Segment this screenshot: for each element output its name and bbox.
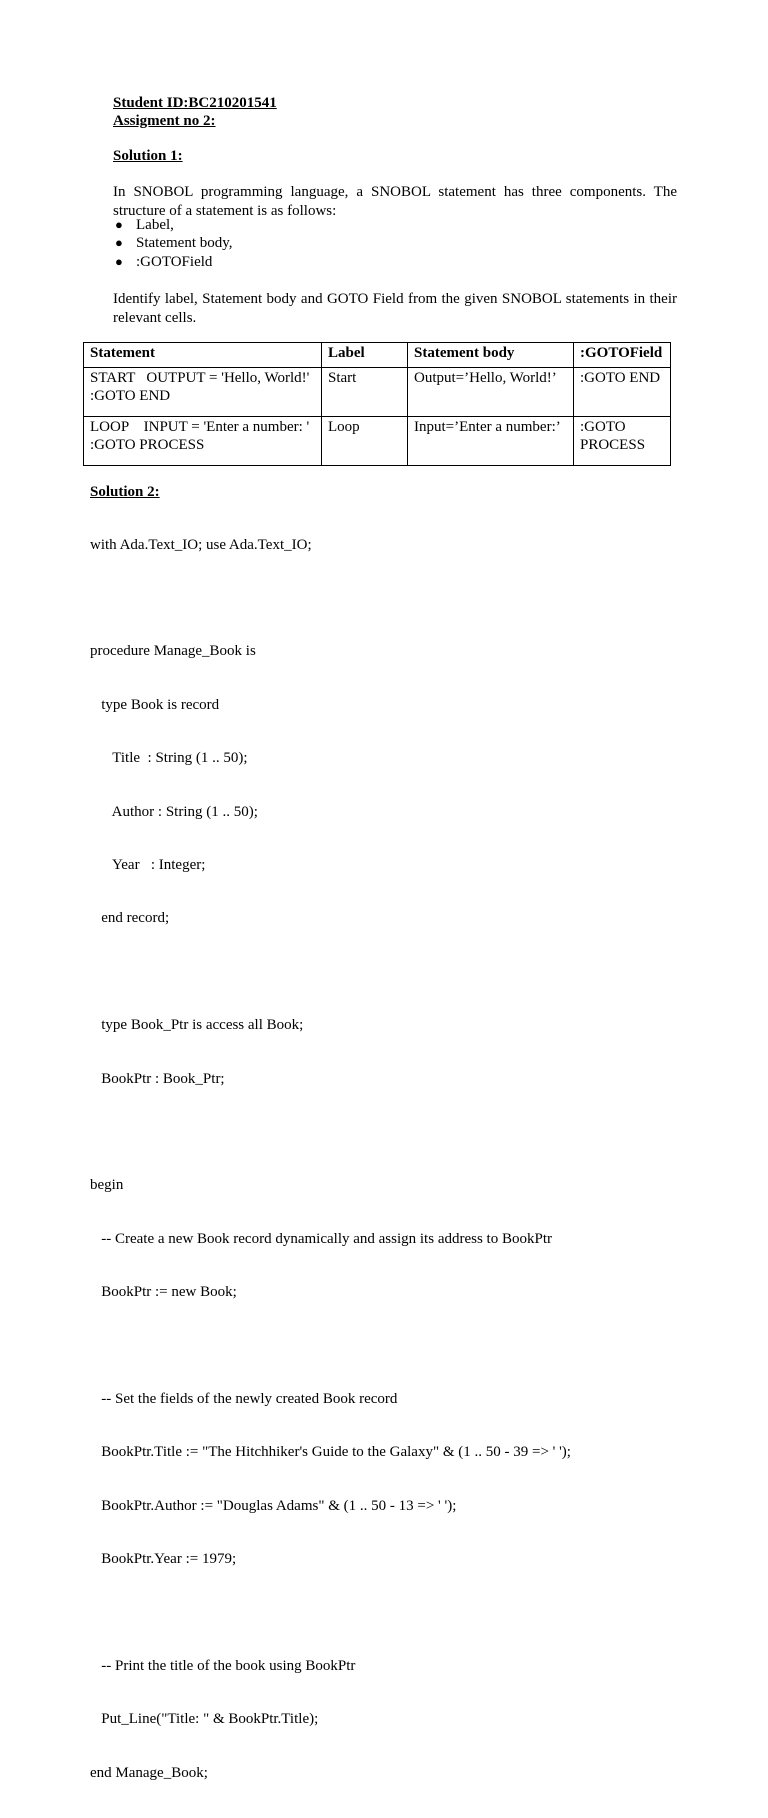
assignment-heading: Assigment no 2:	[113, 113, 216, 129]
code-line: with Ada.Text_IO; use Ada.Text_IO;	[90, 536, 312, 553]
column-header-label: Label	[322, 343, 408, 368]
solution1-intro: In SNOBOL programming language, a SNOBOL statement has three components. The structure of a statement is as follows:	[113, 184, 677, 219]
table-row	[84, 417, 671, 466]
cell-statement-body: Output=’Hello, World!’	[408, 368, 574, 417]
code-line: Author : String (1 .. 50);	[90, 803, 258, 820]
solution1-instruction: Identify label, Statement body and GOTO Field from the given SNOBOL statements in their relevant cells.	[113, 291, 677, 326]
code-line: type Book_Ptr is access all Book;	[90, 1017, 304, 1034]
code-line: BookPtr.Year := 1979;	[90, 1551, 237, 1568]
bullet-icon: ●	[115, 253, 123, 269]
code-line: -- Set the fields of the newly created Book record	[90, 1390, 398, 1407]
code-line: end record;	[90, 910, 170, 927]
code-line: type Book is record	[90, 696, 220, 713]
cell-statement: START OUTPUT = 'Hello, World!' :GOTO END	[84, 368, 322, 417]
bullet-icon: ●	[115, 235, 123, 251]
cell-label: Start	[322, 368, 408, 417]
code-line: -- Create a new Book record dynamically and assign its address to BookPtr	[90, 1230, 552, 1247]
code-line	[90, 590, 571, 608]
cell-gotofield: :GOTO PROCESS	[574, 417, 671, 466]
table-header-row	[84, 343, 671, 368]
code-line	[90, 964, 571, 982]
student-id-heading: Student ID:BC210201541	[113, 95, 277, 111]
code-line	[90, 1124, 571, 1142]
list-item: ● Statement body,	[115, 235, 233, 252]
cell-statement: LOOP INPUT = 'Enter a number: ' :GOTO PROCESS	[84, 417, 322, 466]
code-line: BookPtr.Title := "The Hitchhiker's Guide to the Galaxy" & (1 .. 50 - 39 => ' ');	[90, 1444, 571, 1461]
list-item: ● :GOTOField	[115, 253, 213, 270]
table-row	[84, 368, 671, 417]
code-line: BookPtr : Book_Ptr;	[90, 1070, 225, 1087]
code-line: BookPtr := new Book;	[90, 1284, 237, 1301]
column-header-statement-body: Statement body	[408, 343, 574, 368]
solution1-heading: Solution 1:	[113, 148, 183, 164]
column-header-gotofield: :GOTOField	[574, 343, 671, 368]
column-header-statement: Statement	[84, 343, 322, 368]
cell-gotofield: :GOTO END	[574, 368, 671, 417]
code-line: Title : String (1 .. 50);	[90, 750, 248, 767]
code-line: Put_Line("Title: " & BookPtr.Title);	[90, 1711, 319, 1728]
code-line: procedure Manage_Book is	[90, 643, 256, 660]
code-line: begin	[90, 1177, 124, 1194]
cell-label: Loop	[322, 417, 408, 466]
cell-statement-body: Input=’Enter a number:’	[408, 417, 574, 466]
code-line: BookPtr.Author := "Douglas Adams" & (1 .. 50 - 13 => ' ');	[90, 1497, 457, 1514]
code-line	[90, 1337, 571, 1355]
code-line: Year : Integer;	[90, 856, 206, 873]
ada-code-block	[90, 501, 571, 1818]
bullet-icon: ●	[115, 217, 123, 232]
snobol-statement-table	[83, 342, 671, 466]
solution2-heading: Solution 2:	[90, 484, 160, 500]
component-list	[113, 216, 233, 271]
code-line: -- Print the title of the book using BookPtr	[90, 1657, 356, 1674]
code-line	[90, 1604, 571, 1622]
code-line: end Manage_Book;	[90, 1764, 208, 1781]
list-item: ● Label,	[115, 217, 174, 233]
